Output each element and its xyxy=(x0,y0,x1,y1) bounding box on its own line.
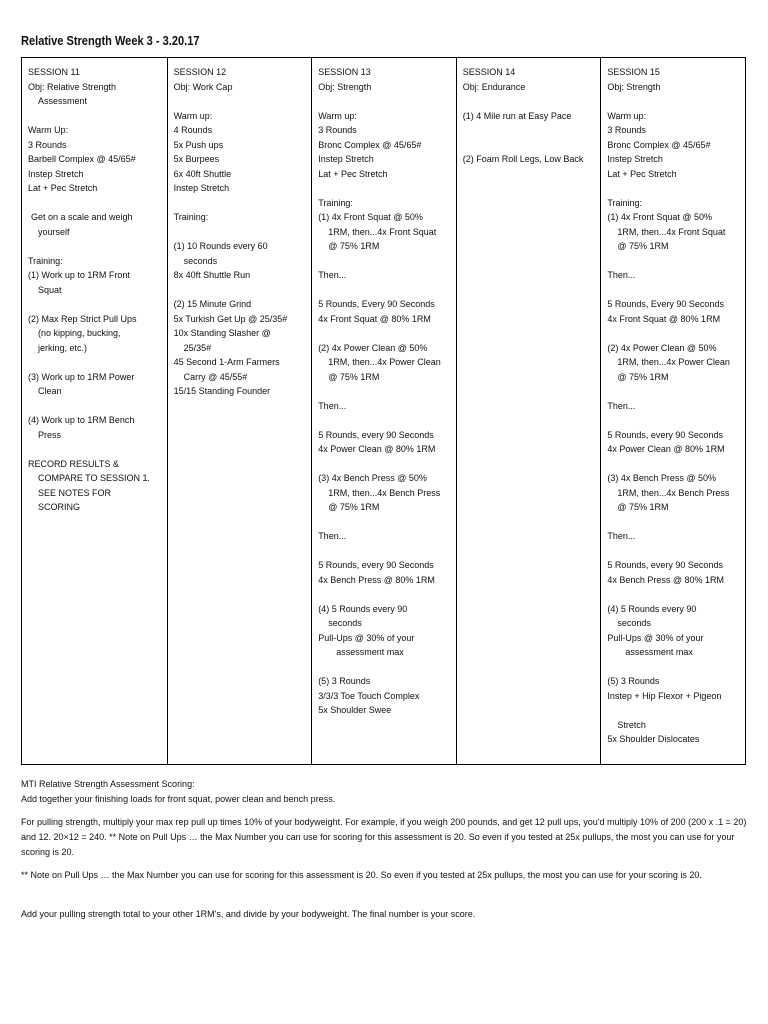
session-line: Warm up: xyxy=(173,110,213,121)
session-line: 5 Rounds, every 90 Seconds xyxy=(318,560,434,570)
session-column-15 xyxy=(600,58,745,764)
session-line xyxy=(463,138,601,153)
session-line: 1RM, then...4x Power Clean xyxy=(328,357,441,367)
session-line xyxy=(607,457,745,472)
session-line: Pull-Ups @ 30% of your xyxy=(318,632,415,643)
session-line xyxy=(318,587,456,602)
session-line: assessment max xyxy=(336,647,404,657)
session-line: 5 Rounds, every 90 Seconds xyxy=(607,429,723,440)
session-line: 3/3/3 Toe Touch Complex xyxy=(318,690,420,701)
session-line xyxy=(28,196,167,211)
session-line: @ 75% 1RM xyxy=(328,502,380,512)
session-line xyxy=(28,399,167,414)
session-line xyxy=(318,94,456,109)
session-line: 3 Rounds xyxy=(318,125,357,135)
scoring-heading: MTI Relative Strength Assessment Scoring: xyxy=(21,779,195,789)
session-line: 1RM, then...4x Front Squat xyxy=(617,226,726,237)
session-line xyxy=(607,283,745,298)
session-column-14 xyxy=(456,58,601,764)
session-line: yourself xyxy=(38,226,70,237)
session-line: @ 75% 1RM xyxy=(617,502,669,512)
session-line: Lat + Pec Stretch xyxy=(318,168,388,179)
session-line: SEE NOTES FOR xyxy=(38,487,112,498)
session-line xyxy=(28,297,167,312)
session-line: Obj: Strength xyxy=(318,81,372,92)
session-line: (3) 4x Bench Press @ 50% xyxy=(318,473,427,483)
session-line: Training: xyxy=(318,197,353,208)
session-line: Bronc Complex @ 45/65# xyxy=(318,139,422,150)
session-line: Lat + Pec Stretch xyxy=(28,183,98,193)
session-line: @ 75% 1RM xyxy=(617,371,669,382)
session-line: Press xyxy=(38,429,62,440)
session-line: @ 75% 1RM xyxy=(328,371,380,382)
session-line xyxy=(318,283,456,298)
session-line: Carry @ 45/55# xyxy=(183,371,248,382)
session-line: 3 Rounds xyxy=(607,125,646,135)
session-line xyxy=(174,283,312,298)
session-line: 4 Rounds xyxy=(173,125,213,135)
session-line xyxy=(463,94,601,109)
session-line: Bronc Complex @ 45/65# xyxy=(607,139,711,150)
session-line: Training: xyxy=(28,255,63,266)
session-line xyxy=(174,196,312,211)
session-line: 1RM, then...4x Power Clean xyxy=(617,357,730,367)
session-line xyxy=(607,326,745,341)
session-line: (2) 4x Power Clean @ 50% xyxy=(318,342,428,353)
session-line: assessment max xyxy=(625,647,693,657)
session-line xyxy=(318,544,456,559)
session-table xyxy=(21,57,746,765)
session-line: 4x Front Squat @ 80% 1RM xyxy=(607,313,721,324)
session-line: Training: xyxy=(607,197,643,208)
session-line: Then... xyxy=(318,270,347,280)
scoring-notes xyxy=(21,777,751,807)
session-line: Stretch xyxy=(617,719,646,730)
session-line: 4x Power Clean @ 80% 1RM xyxy=(607,444,725,454)
session-line: Squat xyxy=(38,284,62,295)
session-line xyxy=(318,413,456,428)
session-line: Obj: Endurance xyxy=(462,81,526,92)
session-line: (2) Foam Roll Legs, Low Back xyxy=(462,154,584,164)
session-line: 1RM, then...4x Bench Press xyxy=(328,487,441,498)
session-line: Obj: Strength xyxy=(607,81,661,92)
session-line: 4x Bench Press @ 80% 1RM xyxy=(607,574,725,585)
session-line: 1RM, then...4x Bench Press xyxy=(617,487,730,498)
session-line: jerking, etc.) xyxy=(38,342,88,353)
session-line: (4) 5 Rounds every 90 xyxy=(318,603,408,614)
session-line: Then... xyxy=(607,270,636,280)
session-line: Instep + Hip Flexor + Pigeon xyxy=(607,690,722,701)
session-line xyxy=(607,587,745,602)
session-line xyxy=(318,254,456,269)
session-line: seconds xyxy=(183,255,218,266)
session-line: @ 75% 1RM xyxy=(328,241,380,251)
session-line: Instep Stretch xyxy=(318,154,374,164)
scoring-final-text: Add your pulling strength total to your other 1RM's, and divide by your bodyweight. The final number is your score. xyxy=(21,909,476,919)
session-line: 5x Burpees xyxy=(173,154,220,164)
session-line: 4x Bench Press @ 80% 1RM xyxy=(318,574,435,585)
session-line: (2) 15 Minute Grind xyxy=(173,299,252,309)
scoring-pulling-text: For pulling strength, multiply your max rep pull up times 10% of your bodyweight. For example, if you weigh 200 pounds, and get 12 pull ups, you'd multiply 10% of 200 (200 x .1 = 20) and 12. 20×12 = 240. ** Note on Pull Ups … the Max Number you can use for scoring for this assessment is 20. So even if you tested at 25x pullups, the most you can use for your scoring is 20. xyxy=(21,817,747,857)
session-line: 4x Front Squat @ 80% 1RM xyxy=(318,313,431,324)
session-line: Lat + Pec Stretch xyxy=(607,168,677,179)
session-line xyxy=(318,660,456,675)
session-line: 6x 40ft Shuttle xyxy=(173,168,232,179)
session-line: Instep Stretch xyxy=(173,183,230,193)
session-line xyxy=(318,326,456,341)
session-line: SESSION 13 xyxy=(318,67,371,77)
session-line: 45 Second 1-Arm Farmers xyxy=(173,357,280,367)
session-line: Then... xyxy=(318,400,347,411)
session-line xyxy=(607,254,745,269)
session-line: seconds xyxy=(617,618,651,628)
session-line: SESSION 12 xyxy=(173,67,227,77)
session-line: (5) 3 Rounds xyxy=(607,676,660,686)
session-line: (4) Work up to 1RM Bench xyxy=(28,415,135,425)
session-line: Obj: Work Cap xyxy=(173,81,233,92)
session-line: (5) 3 Rounds xyxy=(318,676,371,686)
session-line: RECORD RESULTS & xyxy=(28,458,119,469)
session-line: 25/35# xyxy=(183,342,212,353)
session-line: (3) Work up to 1RM Power xyxy=(28,371,135,382)
scoring-pulling-paragraph xyxy=(21,815,751,860)
session-line: 3 Rounds xyxy=(28,139,67,150)
session-line: Obj: Relative Strength xyxy=(28,81,117,92)
session-line: 5x Turkish Get Up @ 25/35# xyxy=(173,313,288,324)
session-line: COMPARE TO SESSION 1. xyxy=(38,473,151,483)
scoring-final xyxy=(21,907,751,922)
session-line xyxy=(174,225,312,240)
session-line: Then... xyxy=(318,531,347,541)
session-line: (4) 5 Rounds every 90 xyxy=(607,603,697,614)
session-line: Warm up: xyxy=(607,110,647,121)
session-line: SESSION 14 xyxy=(462,67,516,77)
session-line: Barbell Complex @ 45/65# xyxy=(28,154,136,164)
session-line: SESSION 11 xyxy=(28,67,80,77)
session-line: SESSION 15 xyxy=(607,67,660,77)
session-line xyxy=(28,109,167,124)
session-line: (1) Work up to 1RM Front xyxy=(28,270,130,280)
session-column-13 xyxy=(311,58,456,764)
session-line: (1) 4 Mile run at Easy Pace xyxy=(462,110,572,121)
session-line: Instep Stretch xyxy=(28,168,84,179)
session-line: Assessment xyxy=(38,96,88,106)
session-line: 5x Shoulder Dislocates xyxy=(607,734,700,744)
session-line: @ 75% 1RM xyxy=(617,241,669,251)
session-line xyxy=(607,181,745,196)
session-line: 10x Standing Slasher @ xyxy=(173,328,271,338)
session-line: (1) 4x Front Squat @ 50% xyxy=(607,212,713,222)
page-title: Relative Strength Week 3 - 3.20.17 xyxy=(21,33,200,48)
session-line xyxy=(607,413,745,428)
session-line: 5 Rounds, Every 90 Seconds xyxy=(318,299,435,309)
session-line: 5 Rounds, every 90 Seconds xyxy=(318,429,434,440)
session-line: SCORING xyxy=(38,502,81,512)
session-line: 15/15 Standing Founder xyxy=(173,386,271,396)
session-line xyxy=(318,457,456,472)
session-line: 5 Rounds, every 90 Seconds xyxy=(607,560,723,570)
session-line xyxy=(607,544,745,559)
session-line: Then... xyxy=(607,400,636,411)
session-line: (1) 4x Front Squat @ 50% xyxy=(318,212,423,222)
session-line xyxy=(318,181,456,196)
session-line: (no kipping, bucking, xyxy=(38,328,121,338)
session-line xyxy=(318,515,456,530)
session-column-12 xyxy=(167,58,312,764)
session-line xyxy=(607,384,745,399)
session-line: 5x Push ups xyxy=(173,139,224,150)
session-line xyxy=(174,94,312,109)
session-line: Warm up: xyxy=(318,110,357,121)
session-line: Clean xyxy=(38,386,62,396)
scoring-line-loads: Add together your finishing loads for front squat, power clean and bench press. xyxy=(21,794,336,804)
scoring-pullup-note-text: ** Note on Pull Ups … the Max Number you can use for scoring for this assessment is 20. So even if you tested at 25x pullups, the most you can use for your scoring is 20. xyxy=(21,870,702,880)
session-line: Then... xyxy=(607,531,636,541)
scoring-pullup-note xyxy=(21,868,751,883)
session-column-11 xyxy=(22,58,167,764)
session-line: 5 Rounds, Every 90 Seconds xyxy=(607,299,724,309)
session-line xyxy=(607,660,745,675)
session-line: Get on a scale and weigh xyxy=(31,212,133,222)
session-line xyxy=(28,442,167,457)
session-line xyxy=(28,355,167,370)
session-line xyxy=(318,384,456,399)
session-line xyxy=(463,123,601,138)
session-line: 4x Power Clean @ 80% 1RM xyxy=(318,444,436,454)
session-line: 8x 40ft Shuttle Run xyxy=(173,270,251,280)
session-line xyxy=(607,94,745,109)
session-line: Pull-Ups @ 30% of your xyxy=(607,632,704,643)
session-line: seconds xyxy=(328,618,362,628)
session-line: (2) Max Rep Strict Pull Ups xyxy=(28,313,137,324)
session-line: Training: xyxy=(173,212,209,222)
session-line: 1RM, then...4x Front Squat xyxy=(328,226,437,237)
session-line: Instep Stretch xyxy=(607,154,663,164)
session-line: (3) 4x Bench Press @ 50% xyxy=(607,473,717,483)
session-line xyxy=(28,239,167,254)
session-line: 5x Shoulder Swee xyxy=(318,705,392,715)
session-line xyxy=(607,515,745,530)
session-line xyxy=(607,703,745,718)
session-line: Warm Up: xyxy=(28,125,69,135)
session-line: (1) 10 Rounds every 60 xyxy=(173,241,268,251)
session-line: (2) 4x Power Clean @ 50% xyxy=(607,342,717,353)
